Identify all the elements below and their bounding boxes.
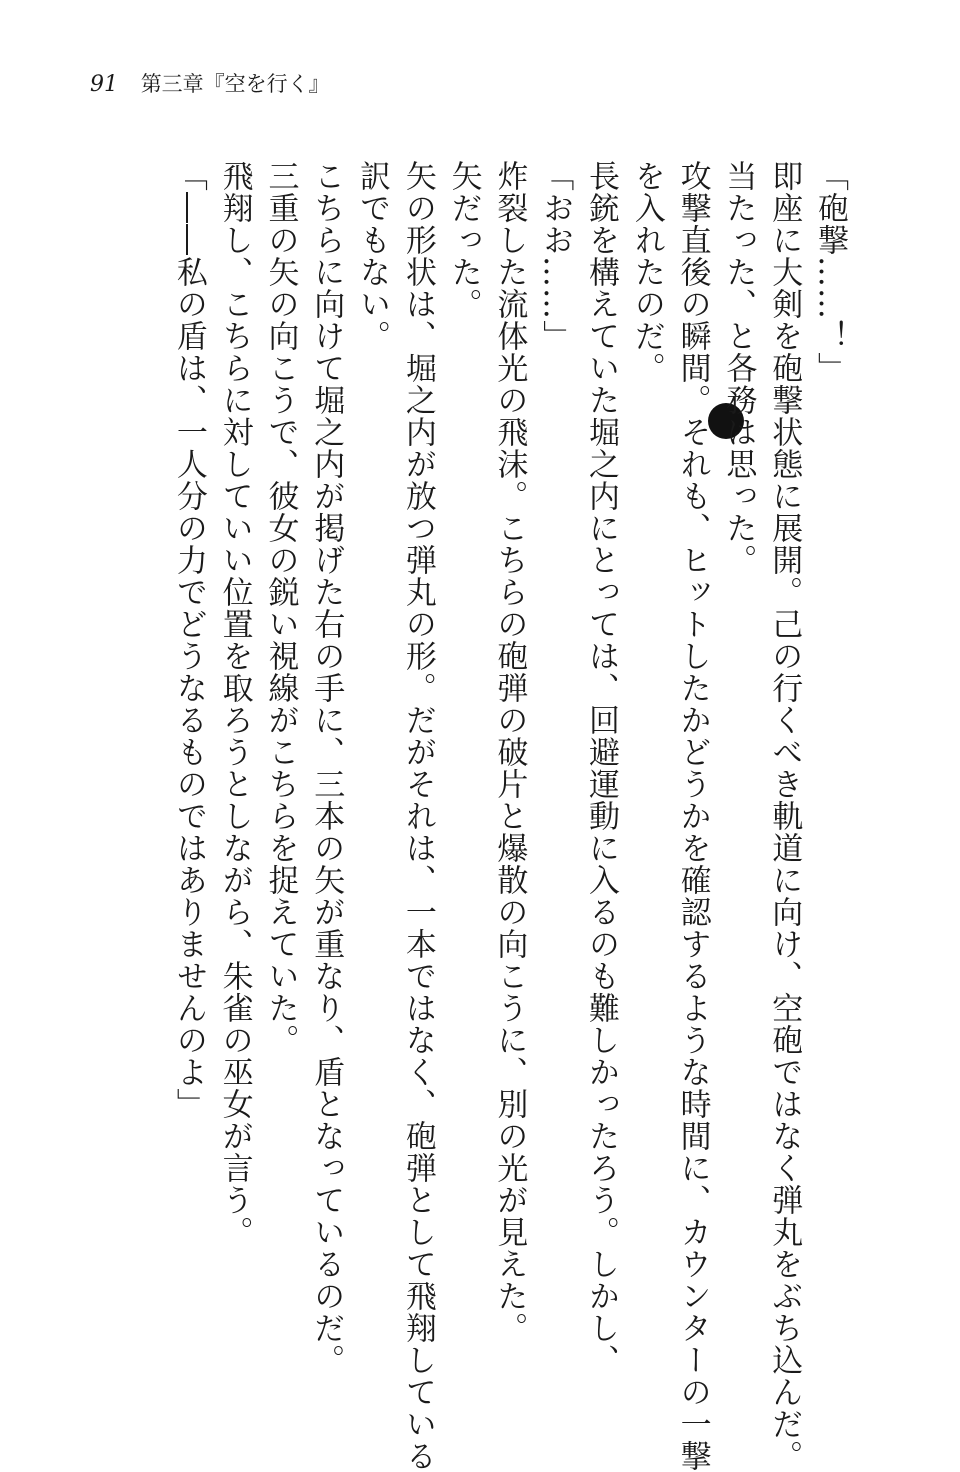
- text-line: 当たった、と各務は思った。: [720, 160, 757, 576]
- text-line: 即座に大剣を砲撃状態に展開。己の行くべき軌道に向け、空砲ではなく弾丸をぶち込んだ。: [766, 160, 803, 1472]
- text-line: 攻撃直後の瞬間。それも、ヒットしたかどうかを確認するような時間に、カウンターの一撃: [674, 160, 711, 1472]
- body-text: [165, 160, 852, 1472]
- text-line: 長銃を構えていた堀之内にとっては、回避運動に入るのも難しかったろう。しかし、: [583, 160, 620, 1376]
- text-line: こちらに向けて堀之内が掲げた右の手に、三本の矢が重なり、盾となっているのだ。: [308, 160, 345, 1376]
- page-number: 91: [90, 72, 118, 97]
- text-line: 「――私の盾は、一人分の力でどうなるものではありませんのよ」: [170, 160, 207, 1120]
- text-line: 訳でもない。: [354, 160, 391, 352]
- text-line: 「砲撃……！」: [812, 160, 848, 384]
- text-line: 飛翔し、こちらに対していい位置を取ろうとしながら、朱雀の巫女が言う。: [216, 160, 253, 1248]
- chapter-title: 第三章『空を行く』: [140, 72, 330, 96]
- text-line: を入れたのだ。: [628, 160, 665, 384]
- text-line: 三重の矢の向こうで、彼女の鋭い視線がこちらを捉えていた。: [262, 160, 299, 1056]
- text-line: 矢だった。: [445, 160, 482, 320]
- text-line: 矢の形状は、堀之内が放つ弾丸の形。だがそれは、一本ではなく、砲弾として飛翔している: [399, 160, 436, 1472]
- running-header: [90, 68, 330, 98]
- text-line: 炸裂した流体光の飛沫。こちらの砲弾の破片と爆散の向こうに、別の光が見えた。: [491, 160, 528, 1344]
- text-line: 「おお……」: [537, 160, 574, 352]
